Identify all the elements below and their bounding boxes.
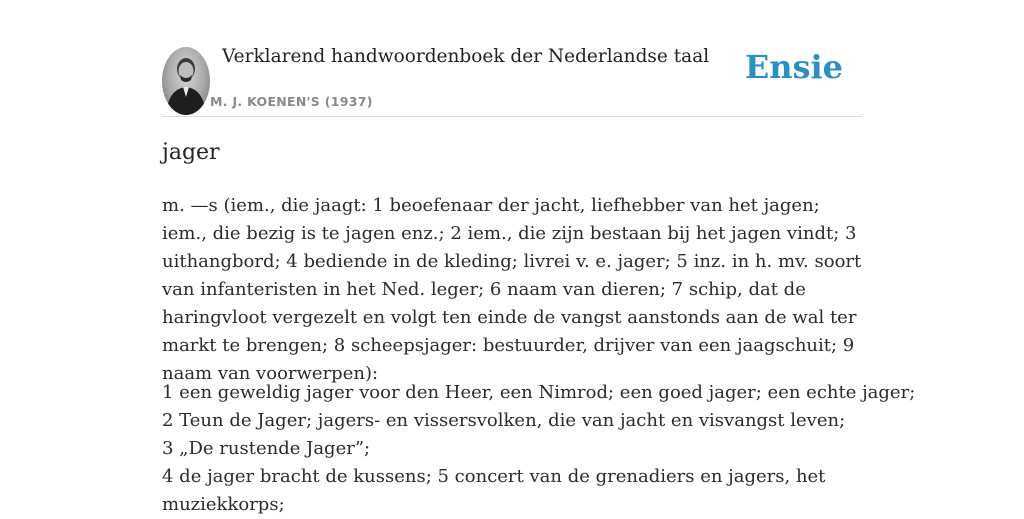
example-line: 2 Teun de Jager; jagers- en vissersvolken, die van jacht en visvangst leven;	[162, 410, 846, 431]
example-line: 4 de jager bracht de kussens; 5 concert van de grenadiers en jagers, het muziekkorps;	[162, 466, 826, 515]
definition-text: m. —s (iem., die jaagt: 1 beoefenaar der jacht, liefhebber van het jagen; iem., die bezig is te jagen enz.; 2 iem., die zijn bestaan bij het jagen vindt; 3 uithangbord; 4 bediende in de kleding; livrei v. e. jager; 5 inz. in h. mv. soort van infanteristen in het Ned. leger; 6 naam van dieren; 7 schip, dat de haringvloot vergezelt en volgt ten einde de vangst aanstonds aan de wal ter markt te brengen; 8 scheepsjager: bestuurder, drijver van een jaagschuit; 9 naam van voorwerpen):	[162, 195, 862, 384]
author-portrait-icon	[162, 47, 210, 115]
dictionary-title: Verklarend handwoordenboek der Nederlandse taal	[222, 46, 710, 67]
examples-block	[162, 379, 916, 519]
example-line: 3 „De rustende Jager”;	[162, 438, 371, 459]
dictionary-page	[162, 0, 916, 515]
example-line: 1 een geweldig jager voor den Heer, een Nimrod; een goed jager; een echte jager;	[162, 382, 916, 403]
site-header	[162, 0, 862, 117]
ensie-logo-link[interactable]: Ensie	[744, 48, 843, 86]
dictionary-subtitle: M. J. KOENEN'S (1937)	[210, 94, 373, 109]
headword: jager	[162, 140, 220, 165]
